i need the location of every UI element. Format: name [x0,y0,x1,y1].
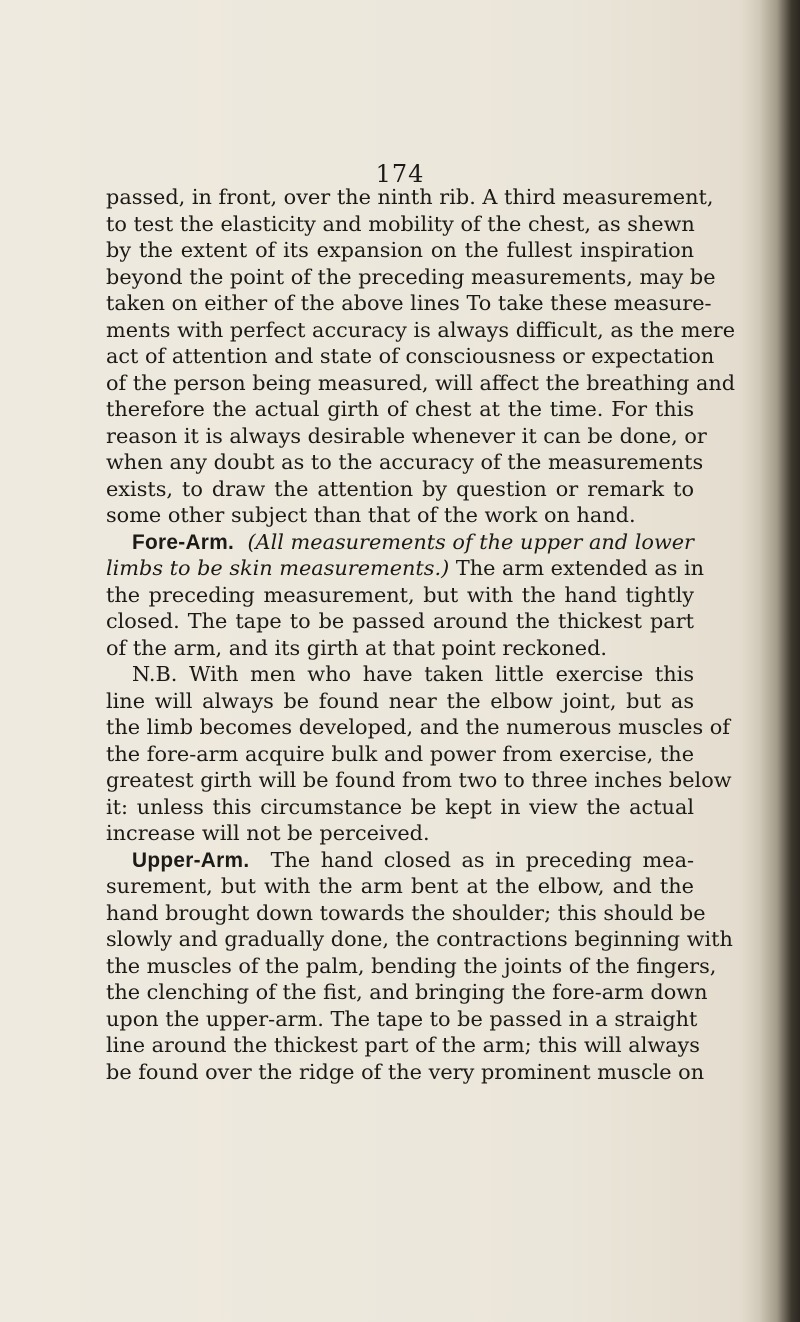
text-line: slowly and gradually done, the contractions beginning with [106,927,733,951]
upper-arm-text: The hand closed as in preceding mea- [270,847,694,872]
text-line: the preceding measurement, but with the hand tightly [106,582,694,607]
text-line: passed, in front, over the ninth rib. A third measurement, [106,185,714,209]
fore-arm-note: (All measurements of the upper and lower [247,529,694,554]
text-line: greatest girth will be found from two to three inches below [106,768,732,792]
text-line: surement, but with the arm bent at the elbow, and the [106,874,694,898]
text-line: hand brought down towards the shoulder; this should be [106,900,706,925]
fore-arm-text: The arm extended as in [455,556,705,580]
text-line: act of attention and state of consciousness or expectation [106,344,715,368]
text-line: ments with perfect accuracy is always difficult, as the mere [106,317,736,342]
page-number: 174 [375,160,425,188]
text-line: exists, to draw the attention by question or remark to [106,476,694,501]
text-line: the clenching of the fist, and bringing the fore-arm down [106,980,708,1004]
text-line: when any doubt as to the accuracy of the measurements [106,450,704,474]
nb-line: N.B. With men who have taken little exercise this [132,662,694,686]
text-line: the fore-arm acquire bulk and power from exercise, the [106,741,694,766]
upper-arm-line-1 [106,847,694,874]
text-line: line will always be found near the elbow joint, but as [106,688,694,713]
text-line: therefore the actual girth of chest at the time. For this [106,397,694,421]
fore-arm-line-2 [106,555,705,582]
text-line: increase will not be perceived. [106,821,430,845]
text-line: taken on either of the above lines To take these measure- [106,291,712,315]
text-line: closed. The tape to be passed around the thickest part [106,609,694,633]
text-line: of the arm, and its girth at that point reckoned. [106,635,608,660]
upper-arm-heading: Upper-Arm. [132,848,250,872]
fore-arm-heading: Fore-Arm. [132,530,235,554]
text-line: to test the elasticity and mobility of the chest, as shewn [106,211,695,236]
text-line: it: unless this circumstance be kept in view the actual [106,794,694,819]
body-text [106,184,736,1085]
fore-arm-line-1 [106,529,694,556]
text-line: the muscles of the palm, bending the joints of the fingers, [106,953,717,978]
text-line: be found over the ridge of the very prominent muscle on [106,1059,705,1084]
text-line: line around the thickest part of the arm; this will always [106,1033,700,1057]
text-line: by the extent of its expansion on the fullest inspiration [106,238,694,262]
text-line: the limb becomes developed, and the numerous muscles of [106,715,730,739]
text-line: reason it is always desirable whenever it can be done, or [106,423,707,448]
page-edge-shadow [742,0,800,1322]
text-line: of the person being measured, will affect the breathing and [106,370,736,395]
text-line: upon the upper-arm. The tape to be passed in a straight [106,1006,698,1031]
fore-arm-note-cont: limbs to be skin measurements.) [106,556,450,580]
text-line: beyond the point of the preceding measurements, may be [106,264,716,289]
text-line: some other subject than that of the work on hand. [106,503,636,527]
